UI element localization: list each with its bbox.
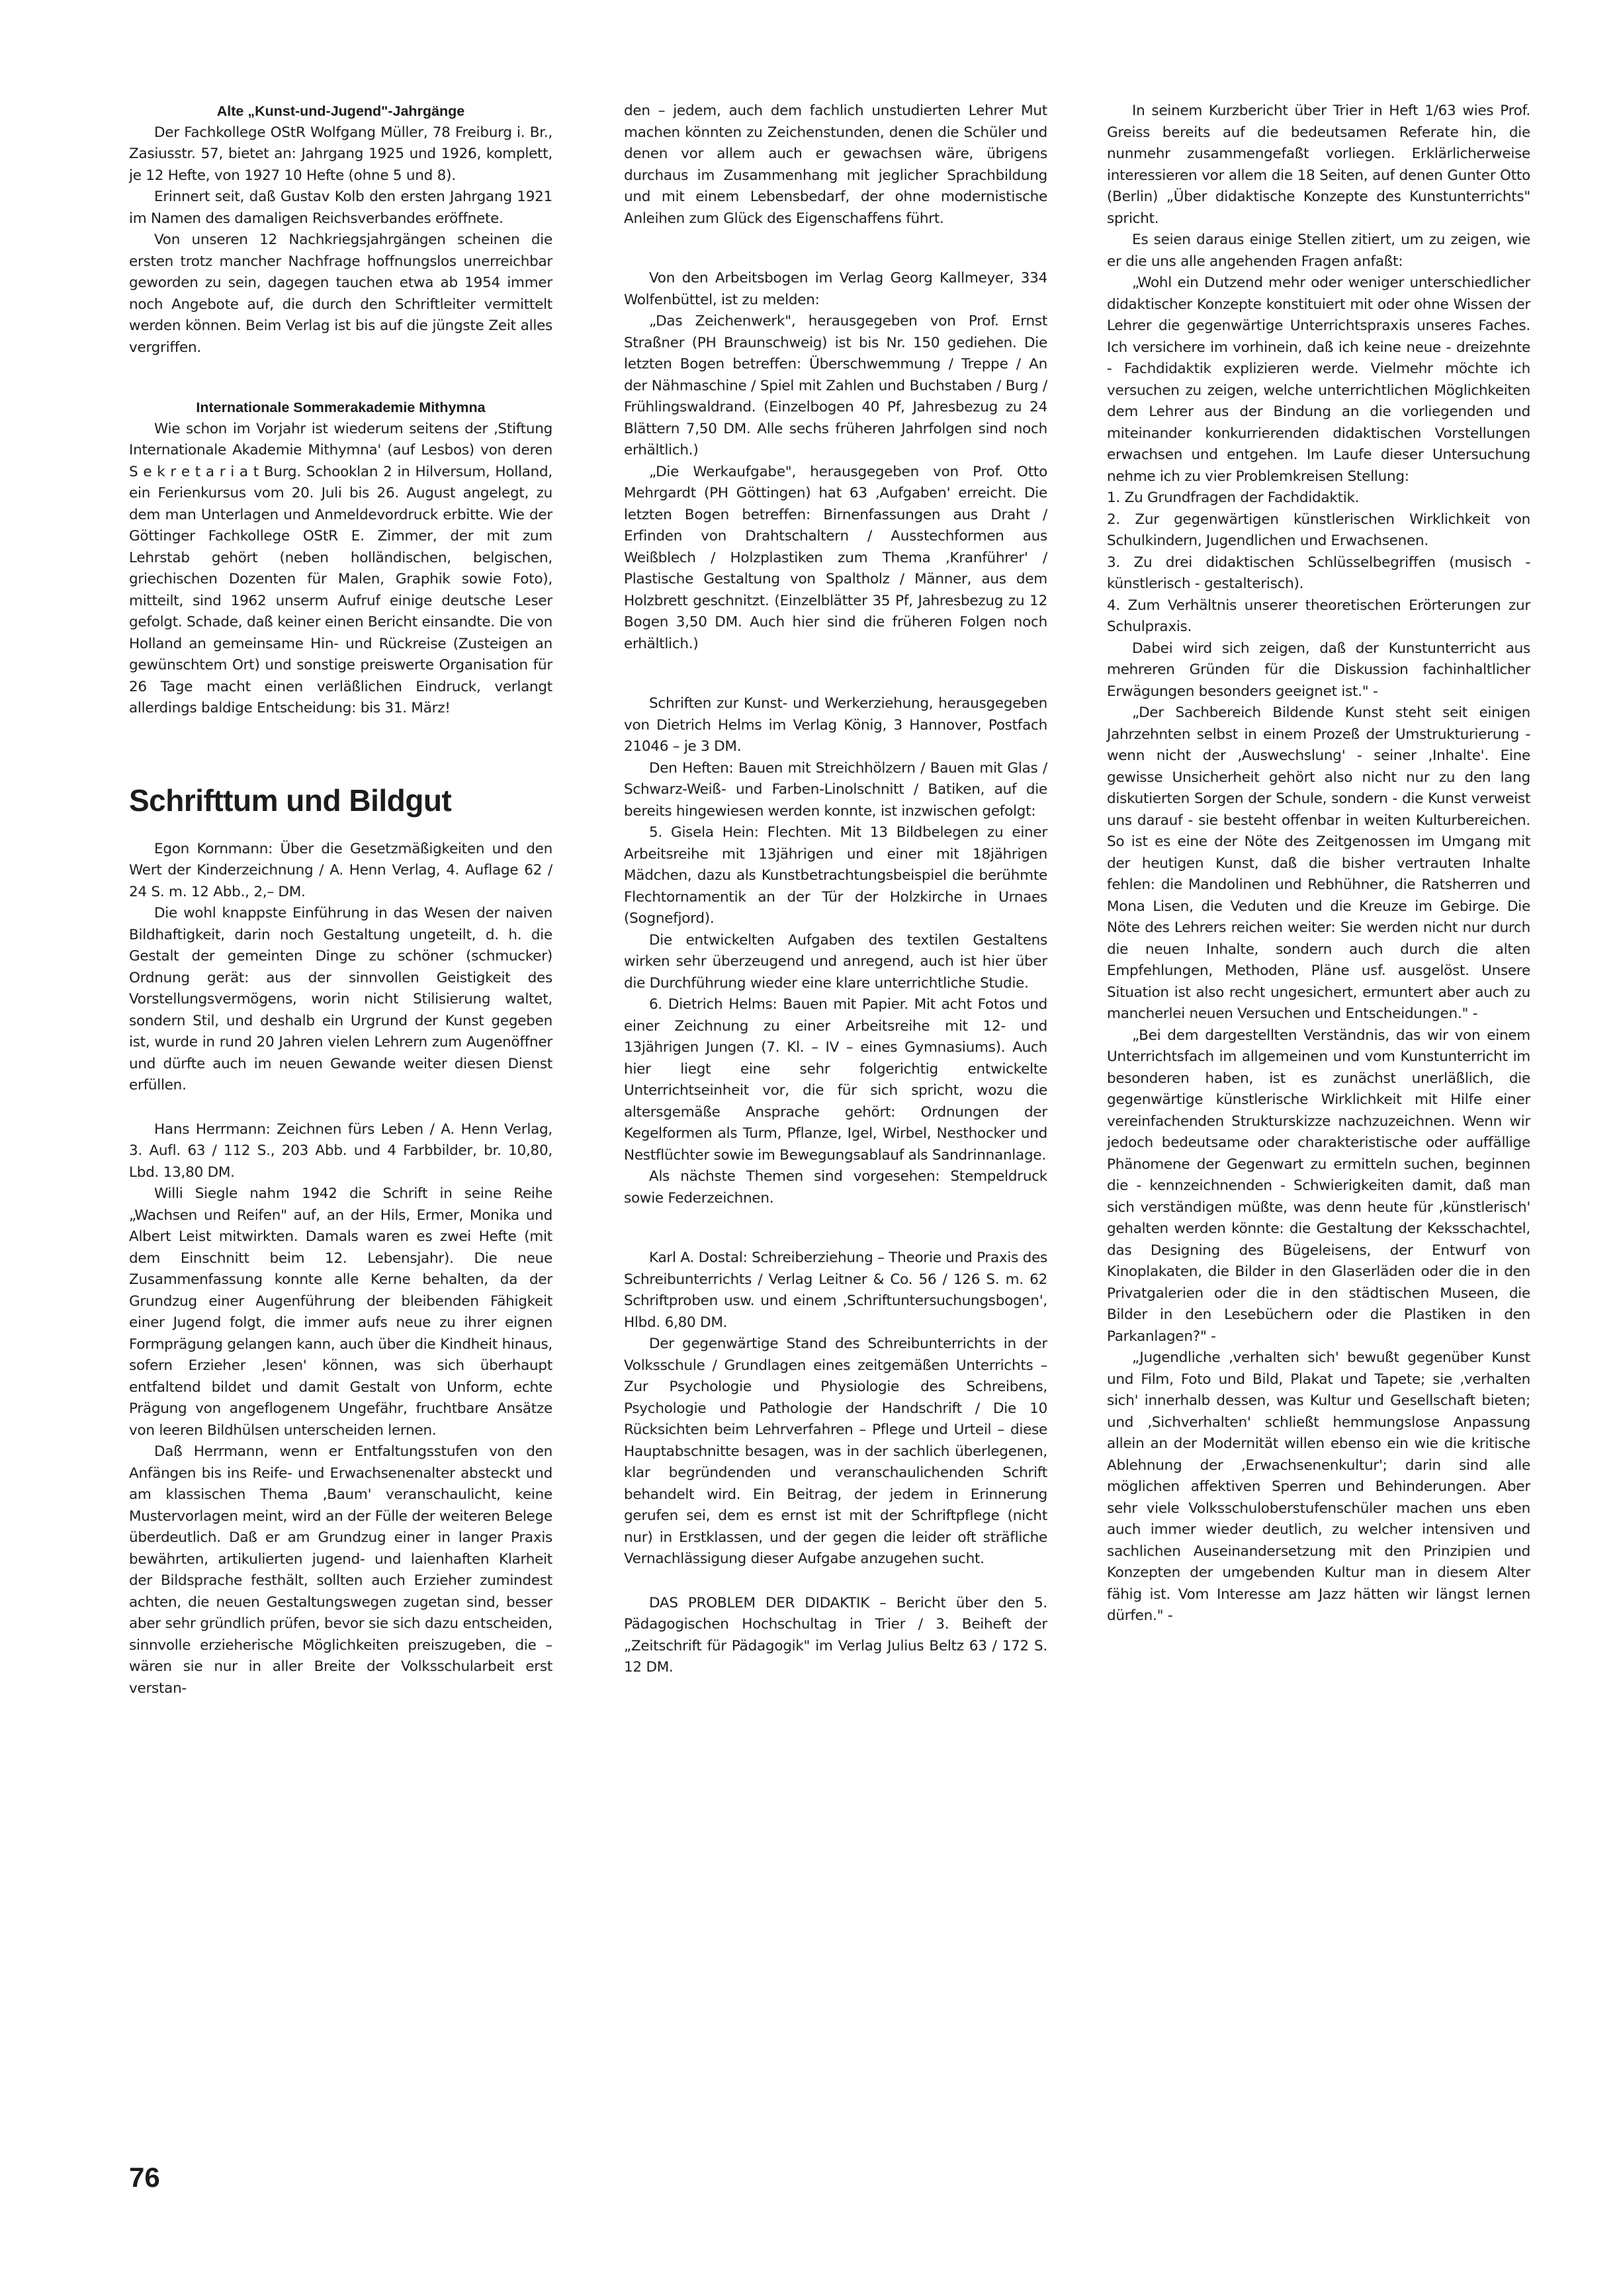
review-citation: Von den Arbeitsbogen im Verlag Georg Kallmeyer, 334 Wolfenbüttel, ist zu melden: xyxy=(624,270,1047,308)
quote: „Jugendliche ‚verhalten sich' bewußt gegenüber Kunst und Film, Foto und Bild, Plakat und Tapete; sie ‚verhalten sich' innerhalb dessen, was Kultur und Gesellschaft bieten; und ‚Sichverhalten' schließt hemmungslose Anpassung allein an der Modernität willen ebenso ein wie die kritische Ablehnung der ‚Erwachsenenkultur'; darin sind alle möglichen affektiven Sperren und Behinderungen. Aber sehr viele Volksschuloberstufenschüler machen uns eben auch immer wieder deutlich, zu welcher intensiven und sachlichen Auseinandersetzung mit den Prinzipien und Konzepten der umgebenden Kultur man in diesem Alter fähig ist. Vom Interesse am Jazz hätten wir längst lernen dürfen." - xyxy=(1107,1349,1530,1624)
list-item: 3. Zu drei didaktischen Schlüsselbegriffen (musisch - künstlerisch - gestalterisch). xyxy=(1107,554,1530,592)
list-item: 2. Zur gegenwärtigen künstlerischen Wirklichkeit von Schulkindern, Jugendlichen und Erwachsenen. xyxy=(1107,511,1530,549)
list-item: 1. Zu Grundfragen der Fachdidaktik. xyxy=(1107,489,1360,506)
paragraph: In seinem Kurzbericht über Trier in Heft 1/63 wies Prof. Greiss bereits auf die bedeutsamen Referate hin, die nunmehr zusammengefaßt vorliegen. Erklärlicherweise interessieren vor allem die 18 Seiten, auf denen Gunter Otto (Berlin) „Über didaktische Konzepte des Kunstunterrichts" spricht. xyxy=(1107,103,1530,227)
column-left xyxy=(129,101,552,1699)
quote: „Bei dem dargestellten Verständnis, das wir von einem Unterrichtsfach im allgemeinen und vom Kunstunterricht im besonderen haben, ist es zunächst unerläßlich, die gegenwärtige künstlerische Wirklichkeit mit Hilfe einer vereinfachenden Strukturskizze nachzuzeichnen. Wenn wir jedoch bedeutsame oder charakteristische oder auffällige Phänomene der Gegenwart zu ermitteln suchen, beginnen die - kennzeichnenden - Schwierigkeiten damit, daß man sich verständigen müßte, was denn heute für ‚künstlerisch' gehalten werden könnte: die Gestaltung der Keksschachtel, das Designing des Bügeleisens, der Entwurf von Kinoplakaten, die Bilder in den Glaserläden oder die in den Privatgalerien oder die in den städtischen Museen, die Bilder in den Lesebüchern oder die Plastiken in den Parkanlagen?" - xyxy=(1107,1027,1530,1345)
paragraph: Der Fachkollege OStR Wolfgang Müller, 78 Freiburg i. Br., Zasiusstr. 57, bietet an: Jahrgang 1925 und 1926, komplett, je 12 Hefte, von 1927 10 Hefte (ohne 5 und 8). xyxy=(129,124,552,184)
column-middle xyxy=(624,101,1047,1679)
paragraph: 6. Dietrich Helms: Bauen mit Papier. Mit acht Fotos und einer Zeichnung zu einer Arbeitsreihe mit 12- und 13jährigen Jungen (7. Kl. – IV – eines Gymnasiums). Auch hier liegt eine sehr folgerichtig entwickelte Unterrichtseinheit vor, die für sich spricht, wozu die altersgemäße Ansprache gehört: Ordnungen der Kegelformen als Turm, Pflanze, Igel, Wirbel, Nesthocker und Nestflüchter sowie im Bewegungsablauf als Sandrinnanlage. xyxy=(624,996,1047,1164)
review-citation: Egon Kornmann: Über die Gesetzmäßigkeiten und den Wert der Kinderzeichnung / A. Henn Verlag, 4. Auflage 62 / 24 S. m. 12 Abb., 2,– DM. xyxy=(129,840,552,900)
list-item: 4. Zum Verhältnis unserer theoretischen Erörterungen zur Schulpraxis. xyxy=(1107,597,1530,635)
heading-sommerakademie: Internationale Sommerakademie Mithymna xyxy=(196,400,486,415)
quote: „Der Sachbereich Bildende Kunst steht seit einigen Jahrzehnten selbst in einem Prozeß der Umstrukturierung - wenn nicht der ‚Auswechslung' - seiner ‚Inhalte'. Eine gewisse Unsicherheit gehört also nicht nur zu den lang diskutierten Sorgen der Schule, sondern - die Kunst verweist uns darauf - sie besteht offenbar in weiten Kulturbereichen. So ist es eine der Nöte des Zeitgenossen im Umgang mit der heutigen Kunst, daß die bisher vertrauten Inhalte fehlen: die Mandolinen und Rebhühner, die Ratsherren und Mona Lisen, die Veduten und die Kreuze im Gebirge. Die Nöte des Lehrers reichen weiter: Sie werden nicht nur durch die neuen Inhalte, sondern auch durch die alten Empfehlungen, Methoden, Pläne usf. ausgelöst. Unsere Situation ist also recht ungesichert, ermuntert aber auch zu mancherlei neuen Versuchen und Entscheidungen." - xyxy=(1107,704,1530,1022)
paragraph: Den Heften: Bauen mit Streichhölzern / Bauen mit Glas / Schwarz-Weiß- und Farben-Linolschnitt / Batiken, auf die bereits hingewiesen werden konnte, ist inzwischen gefolgt: xyxy=(624,759,1047,820)
column-right xyxy=(1107,101,1530,1627)
quote: Dabei wird sich zeigen, daß der Kunstunterricht aus mehreren Gründen für die Diskussion fachinhaltlicher Erwägungen besonders geeignet ist." - xyxy=(1107,640,1530,700)
paragraph: Als nächste Themen sind vorgesehen: Stempeldruck sowie Federzeichnen. xyxy=(624,1168,1047,1207)
paragraph: Es seien daraus einige Stellen zitiert, um zu zeigen, wie er die uns alle angehenden Fragen anfaßt: xyxy=(1107,232,1530,270)
section-title: Schrifttum und Bildgut xyxy=(129,783,452,818)
review-citation: Schriften zur Kunst- und Werkerziehung, herausgegeben von Dietrich Helms im Verlag König, 3 Hannover, Postfach 21046 – je 3 DM. xyxy=(624,695,1047,755)
page-number: 76 xyxy=(129,2162,160,2193)
paragraph: Die entwickelten Aufgaben des textilen Gestaltens wirken sehr überzeugend und anregend, auch ist hier über die Durchführung wieder eine klare unterrichtliche Studie. xyxy=(624,931,1047,992)
paragraph: Der gegenwärtige Stand des Schreibunterrichts in der Volksschule / Grundlagen eines zeitgemäßen Unterrichts – Zur Psychologie und Physiologie des Schreibens, Psychologie und Pathologie der Handschrift / Die 10 Rücksichten beim Lehrverfahren – Pflege und Urteil – diese Hauptabschnitte besagen, was in der sachlich überlegenen, klar begründenden und veranschaulichenden Schrift behandelt wird. Ein Beitrag, der jedem in Erinnerung gerufen sei, dem es ernst ist mit der Schriftpflege (nicht nur) in Erstklassen, und der gegen die leider oft sträfliche Vernachlässigung dieser Aufgabe anzugehen sucht. xyxy=(624,1336,1047,1567)
paragraph: Daß Herrmann, wenn er Entfaltungsstufen von den Anfängen bis ins Reife- und Erwachsenenalter absteckt und am klassischen Thema ‚Baum' veranschaulicht, keine Mustervorlagen meint, wird an der Fülle der weiteren Belege überdeutlich. Daß er am Grundzug einer in langer Praxis bewährten, artikulierten jugend- und laienhaften Klarheit der Bildsprache festhält, sollten auch Erzieher zumindest achten, die neuen Gestaltungswegen zugetan sind, besser aber sehr gründlich prüfen, bevor sie sich dazu entscheiden, sinnvolle erzieherische Möglichkeiten preiszugeben, die – wären sie nur in aller Breite der Volksschularbeit erst verstan- xyxy=(129,1443,552,1697)
paragraph: „Die Werkaufgabe", herausgegeben von Prof. Otto Mehrgardt (PH Göttingen) hat 63 ‚Aufgaben' erreicht. Die letzten Bogen betreffen: Birnenfassungen aus Draht / Erfinden von Drahtschaltern / Ausstechformen aus Weißblech / Holzplastiken zum Thema ‚Kranführer' / Plastische Gestaltung von Spaltholz / Männer, aus dem Holzbrett geschnitzt. (Einzelblätter 35 Pf, Jahresbezug zu 12 Bogen 3,50 DM. Auch hier sind die früheren Folgen noch erhältlich.) xyxy=(624,463,1047,652)
paragraph: Die wohl knappste Einführung in das Wesen der naiven Bildhaftigkeit, darin noch Gestaltung ungeteilt, d. h. die Gestalt der gemeinten Dinge zu schöner (schmucker) Ordnung gerät: aus der sinnvollen Geistigkeit des Vorstellungsvermögens, worin nicht Stilisierung waltet, sondern Stil, und deshalb ein Urgrund der Kunst gegeben ist, wurde in rund 20 Jahren vielen Lehrern zum Augenöffner und dürfte auch im neuen Gewande weiter diesen Dienst erfüllen. xyxy=(129,905,552,1093)
review-citation: DAS PROBLEM DER DIDAKTIK – Bericht über den 5. Pädagogischen Hochschultag in Trier / 3. Beiheft der „Zeitschrift für Pädagogik" im Verlag Julius Beltz 63 / 172 S. 12 DM. xyxy=(624,1594,1047,1676)
review-citation: Karl A. Dostal: Schreiberziehung – Theorie und Praxis des Schreibunterrichts / Verlag Leitner & Co. 56 / 126 S. m. 62 Schriftproben usw. und einem ‚Schriftuntersuchungsbogen', Hlbd. 6,80 DM. xyxy=(624,1250,1047,1331)
paragraph: Willi Siegle nahm 1942 die Schrift in seine Reihe „Wachsen und Reifen" auf, an der Hils, Ermer, Monika und Albert Leist mitwirkten. Damals waren es zwei Hefte (mit dem Einschnitt beim 12. Lebensjahr). Die neue Zusammenfassung konnte alle Kerne behalten, da der Grundzug einer Augenführung der bleibenden Fähigkeit einer Jugend folgt, die immer aufs neue zu ihrer eignen Formprägung gelangen kann, auch über die Kindheit hinaus, sofern Erzieher ‚lesen' können, was sich überhaupt entfaltend bildet und damit Gestalt von Unform, echte Prägung von angeflogenem Ungefähr, fruchtbare Ansätze von leeren Bildhülsen unterscheiden lernen. xyxy=(129,1185,552,1439)
paragraph: „Das Zeichenwerk", herausgegeben von Prof. Ernst Straßner (PH Braunschweig) ist bis Nr. 150 gediehen. Die letzten Bogen betreffen: Überschwemmung / Treppe / An der Nähmaschine / Spiel mit Zahlen und Buchstaben / Burg / Frühlingswaldrand. (Einzelbogen 40 Pf, Jahresbezug zu 24 Blättern 7,50 DM. Alle sechs früheren Jahrfolgen sind noch erhältlich.) xyxy=(624,313,1047,458)
paragraph: Von unseren 12 Nachkriegsjahrgängen scheinen die ersten trotz mancher Nachfrage hoffnungslos unerreichbar geworden zu sein, dagegen tauchen etwa ab 1954 immer noch Angebote auf, die durch den Schriftleiter vermittelt werden können. Beim Verlag ist bis auf die jüngste Zeit alles vergriffen. xyxy=(129,232,552,356)
problem-list xyxy=(1107,488,1530,638)
paragraph: Erinnert seit, daß Gustav Kolb den ersten Jahrgang 1921 im Namen des damaligen Reichsverbandes eröffnete. xyxy=(129,189,552,227)
quote: „Wohl ein Dutzend mehr oder weniger unterschiedlicher didaktischer Konzepte konstituiert mit oder ohne Wissen der Lehrer die gegenwärtige Unterrichtspraxis unseres Faches. Ich versichere im vorhinein, daß ich keine neue - dreizehnte - Fachdidaktik explizieren werde. Vielmehr möchte ich versuchen zu zeigen, welche unterrichtlichen Möglichkeiten dem Lehrer aus der Bindung an die vorliegenden und miteinander konkurrierenden didaktischen Vorstellungen erwachsen und entgehen. Im Laufe dieser Untersuchung nehme ich zu vier Problemkreisen Stellung: xyxy=(1107,275,1530,485)
review-citation: Hans Herrmann: Zeichnen fürs Leben / A. Henn Verlag, 3. Aufl. 63 / 112 S., 203 Abb. und 4 Farbbilder, br. 10,80, Lbd. 13,80 DM. xyxy=(129,1121,552,1181)
heading-kunst-und-jugend: Alte „Kunst-und-Jugend"-Jahrgänge xyxy=(216,103,465,119)
paragraph: Wie schon im Vorjahr ist wiederum seitens der ‚Stiftung Internationale Akademie Mithymna' (auf Lesbos) von deren S e k r e t a r i a t Burg. Schooklan 2 in Hilversum, Holland, ein Ferienkursus vom 20. Juli bis 26. August angelegt, zu dem man Unterlagen und Anmeldevordruck erbitte. Wie der Göttinger Fachkollege OStR E. Zimmer, der mit zum Lehrstab gehört (neben holländischen, belgischen, griechischen Dozenten für Malen, Graphik sowie Foto), mitteilt, sind 1962 unserm Aufruf einige deutsche Leser gefolgt. Schade, daß keiner einen Bericht einsandte. Die von Holland an gemeinsame Hin- und Rückreise (Zusteigen an gewünschtem Ort) und sonstige preiswerte Organisation für 26 Tage macht einen verläßlichen Eindruck, verlangt allerdings baldige Entscheidung: bis 31. März! xyxy=(129,420,552,716)
paragraph: 5. Gisela Hein: Flechten. Mit 13 Bildbelegen zu einer Arbeitsreihe mit 13jährigen und einer mit 18jährigen Mädchen, dazu als Kunstbetrachtungsbeispiel die berühmte Flechtornamentik an der Tür der Holzkirche in Urnaes (Sognefjord). xyxy=(624,824,1047,927)
paragraph: den – jedem, auch dem fachlich unstudierten Lehrer Mut machen könnten zu Zeichenstunden, denen die Schüler und denen vor allem auch er gewachsen wäre, übrigens durchaus im Zusammenhang mit jeglicher Sprachbildung und mit einem Lebensbedarf, der ohne modernistische Anleihen zum Glück des Eigenschaffens führt. xyxy=(624,103,1047,227)
